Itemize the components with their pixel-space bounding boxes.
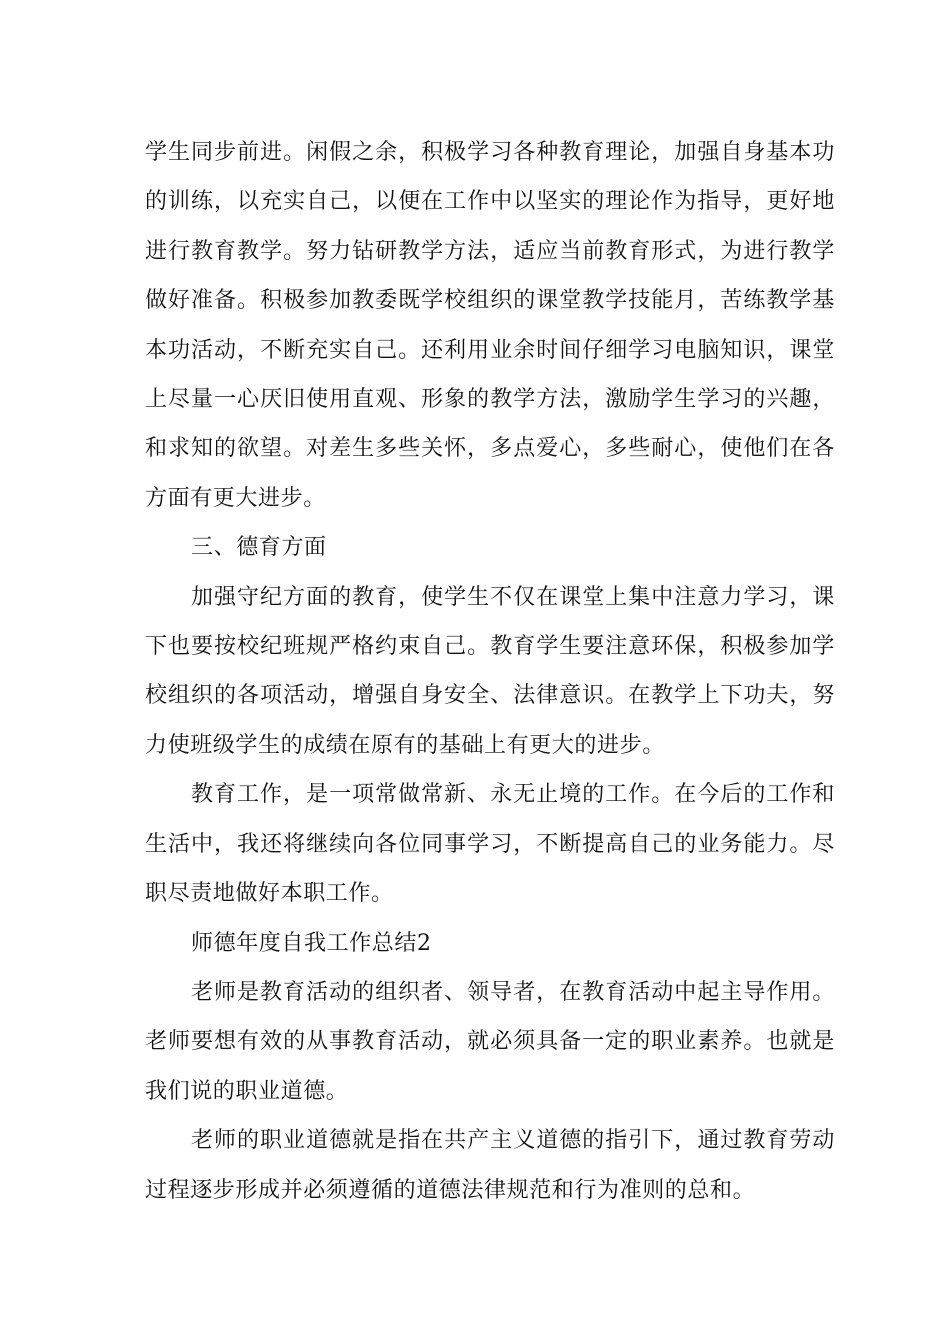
paragraph-teacher-role: 老师是教育活动的组织者、领导者，在教育活动中起主导作用。老师要想有效的从事教育活动，就必须具备一定的职业素养。也就是我们说的职业道德。 (145, 979, 835, 1104)
document-body (145, 128, 835, 1215)
section-title-summary-2: 师德年度自我工作总结2 (191, 930, 432, 956)
section-heading-moral-education: 三、德育方面 (191, 535, 327, 561)
paragraph-continuation: 学生同步前进。闲假之余，积极学习各种教育理论，加强自身基本功的训练，以充实自己，以便在工作中以坚实的理论作为指导，更好地进行教育教学。努力钻研教学方法，适应当前教育形式，为进行教学做好准备。积极参加教委既学校组织的课堂教学技能月，苦练教学基本功活动，不断充实自己。还利用业余时间仔细学习电脑知识，课堂上尽量一心厌旧使用直观、形象的教学方法，激励学生学习的兴趣，和求知的欲望。对差生多些关怀，多点爱心，多些耐心，使他们在各方面有更大进步。 (145, 140, 835, 511)
paragraph-education-work: 教育工作，是一项常做常新、永无止境的工作。在今后的工作和生活中，我还将继续向各位同事学习，不断提高自己的业务能力。尽职尽责地做好本职工作。 (145, 782, 835, 907)
paragraph-discipline-education: 加强守纪方面的教育，使学生不仅在课堂上集中注意力学习，课下也要按校纪班规严格约束自己。教育学生要注意环保，积极参加学校组织的各项活动，增强自身安全、法律意识。在教学上下功夫，努力使班级学生的成绩在原有的基础上有更大的进步。 (145, 584, 835, 758)
paragraph-professional-ethics: 老师的职业道德就是指在共产主义道德的指引下，通过教育劳动过程逐步形成并必须遵循的道德法律规范和行为准则的总和。 (145, 1128, 835, 1203)
